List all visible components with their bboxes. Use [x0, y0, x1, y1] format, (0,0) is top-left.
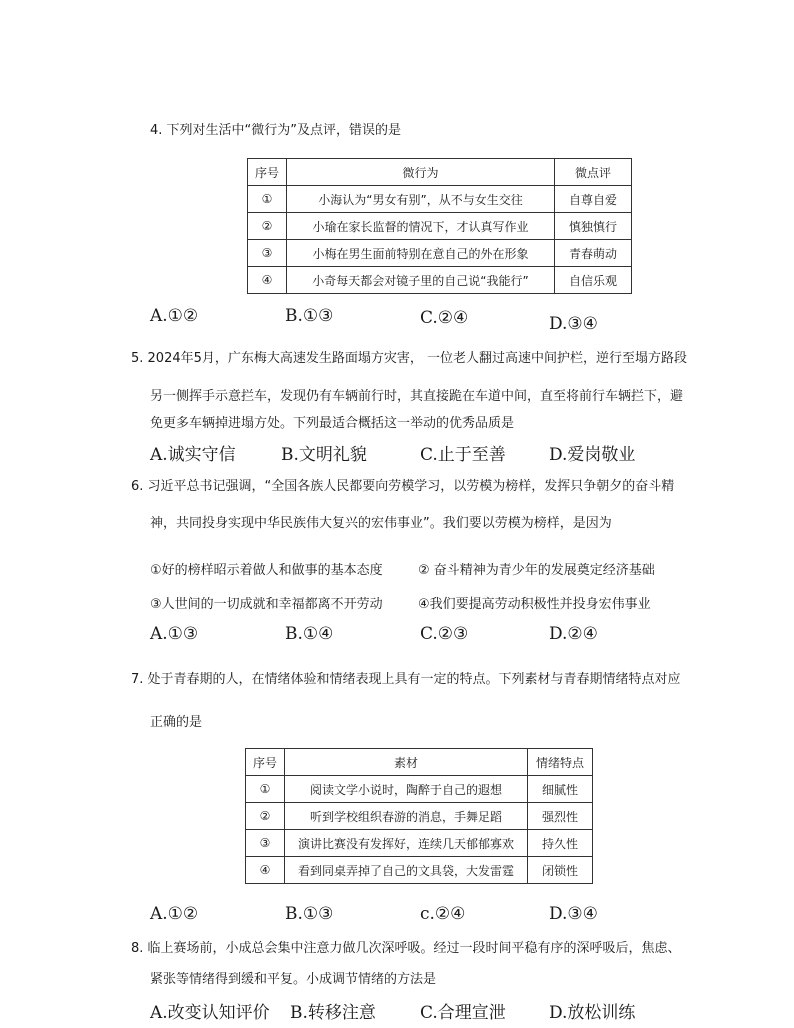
q6-option-b[interactable]: B.①④	[285, 624, 334, 644]
table-cell: ①	[248, 186, 287, 213]
q7-table	[245, 748, 593, 884]
q8-option-a[interactable]: A.改变认知评价	[150, 1003, 270, 1023]
table-header: 微点评	[555, 159, 632, 186]
table-cell: 青春萌动	[555, 240, 632, 267]
q5-line-1: 5. 2024年5月，广东梅大高速发生路面塌方灾害， 一位老人翻过高速中间护栏，逆行至塌方路段	[131, 351, 688, 366]
q5-option-d[interactable]: D.爱岗敬业	[549, 445, 636, 465]
q5-line-2: 另一侧挥手示意拦车，发现仍有车辆前行时，其直接跪在车道中间，直至将前行车辆拦下，避	[150, 389, 684, 404]
table-row	[248, 213, 632, 240]
table-header: 序号	[246, 749, 285, 776]
q6-option-d[interactable]: D.②④	[549, 624, 598, 644]
table-cell: ③	[246, 830, 285, 857]
q5-option-c[interactable]: C.止于至善	[420, 445, 506, 465]
table-cell: 自信乐观	[555, 267, 632, 294]
q7-option-a[interactable]: A.①②	[150, 904, 199, 924]
q4-option-c[interactable]: C.②④	[420, 308, 469, 328]
table-cell: 闭锁性	[528, 857, 593, 884]
q4-stem: 4. 下列对生活中“微行为”及点评，错误的是	[150, 123, 402, 138]
q7-option-c[interactable]: c.②④	[420, 904, 466, 924]
q7-option-b[interactable]: B.①③	[285, 904, 334, 924]
table-row	[246, 830, 593, 857]
q6-line-2: 神，共同投身实现中华民族伟大复兴的宏伟事业”。我们要以劳模为榜样，是因为	[150, 516, 612, 531]
table-cell: 小海认为“男女有别”，从不与女生交往	[287, 186, 555, 213]
table-cell: ④	[248, 267, 287, 294]
q5-line-3: 免更多车辆掉进塌方处。下列最适合概括这一举动的优秀品质是	[150, 416, 515, 431]
q8-line-1: 8. 临上赛场前，小成总会集中注意力做几次深呼吸。经过一段时间平稳有序的深呼吸后，焦虑、	[131, 941, 681, 956]
table-cell: ④	[246, 857, 285, 884]
table-cell: 看到同桌弄掉了自己的文具袋，大发雷霆	[285, 857, 528, 884]
q6-line-1: 6. 习近平总书记强调，“全国各族人民都要向劳模学习，以劳模为榜样，发挥只争朝夕的奋斗精	[131, 479, 675, 494]
table-cell: 持久性	[528, 830, 593, 857]
table-cell: ①	[246, 776, 285, 803]
table-row	[246, 776, 593, 803]
table-cell: 强烈性	[528, 803, 593, 830]
table-header: 微行为	[287, 159, 555, 186]
table-cell: ③	[248, 240, 287, 267]
q7-option-d[interactable]: D.③④	[549, 904, 598, 924]
q6-item-4: ④我们要提高劳动积极性并投身宏伟事业	[418, 597, 651, 612]
table-header-row	[248, 159, 632, 186]
table-cell: 演讲比赛没有发挥好，连续几天郁郁寡欢	[285, 830, 528, 857]
q7-line-2: 正确的是	[150, 715, 203, 730]
table-row	[248, 186, 632, 213]
table-cell: 听到学校组织春游的消息，手舞足蹈	[285, 803, 528, 830]
table-cell: 小奇每天都会对镜子里的自己说“我能行”	[287, 267, 555, 294]
q8-option-d[interactable]: D.放松训练	[549, 1003, 636, 1023]
table-cell: ②	[246, 803, 285, 830]
table-row	[246, 857, 593, 884]
q4-option-b[interactable]: B.①③	[285, 306, 334, 326]
table-cell: 自尊自爱	[555, 186, 632, 213]
q4-table	[247, 158, 632, 294]
q6-option-a[interactable]: A.①③	[150, 624, 199, 644]
table-row	[248, 240, 632, 267]
q4-option-d[interactable]: D.③④	[549, 314, 598, 334]
table-header: 情绪特点	[528, 749, 593, 776]
table-header-row	[246, 749, 593, 776]
table-cell: ②	[248, 213, 287, 240]
q6-item-2: ② 奋斗精神为青少年的发展奠定经济基础	[418, 563, 655, 578]
q6-option-c[interactable]: C.②③	[420, 624, 469, 644]
table-cell: 小瑜在家长监督的情况下，才认真写作业	[287, 213, 555, 240]
q8-option-b[interactable]: B.转移注意	[290, 1003, 376, 1023]
q4-option-a[interactable]: A.①②	[150, 306, 199, 326]
table-header: 序号	[248, 159, 287, 186]
q5-option-a[interactable]: A.诚实守信	[150, 445, 236, 465]
q6-item-1: ①好的榜样昭示着做人和做事的基本态度	[150, 563, 383, 578]
q6-item-3: ③人世间的一切成就和幸福都离不开劳动	[150, 597, 383, 612]
q8-option-c[interactable]: C.合理宣泄	[420, 1003, 506, 1023]
table-cell: 细腻性	[528, 776, 593, 803]
table-cell: 慎独慎行	[555, 213, 632, 240]
table-cell: 小梅在男生面前特别在意自己的外在形象	[287, 240, 555, 267]
table-header: 素材	[285, 749, 528, 776]
q5-option-b[interactable]: B.文明礼貌	[281, 445, 367, 465]
q7-line-1: 7. 处于青春期的人，在情绪体验和情绪表现上具有一定的特点。下列素材与青春期情绪特点对应	[131, 672, 681, 687]
table-row	[248, 267, 632, 294]
table-row	[246, 803, 593, 830]
table-cell: 阅读文学小说时，陶醉于自己的遐想	[285, 776, 528, 803]
q8-line-2: 紧张等情绪得到缓和平复。小成调节情绪的方法是	[150, 972, 437, 987]
